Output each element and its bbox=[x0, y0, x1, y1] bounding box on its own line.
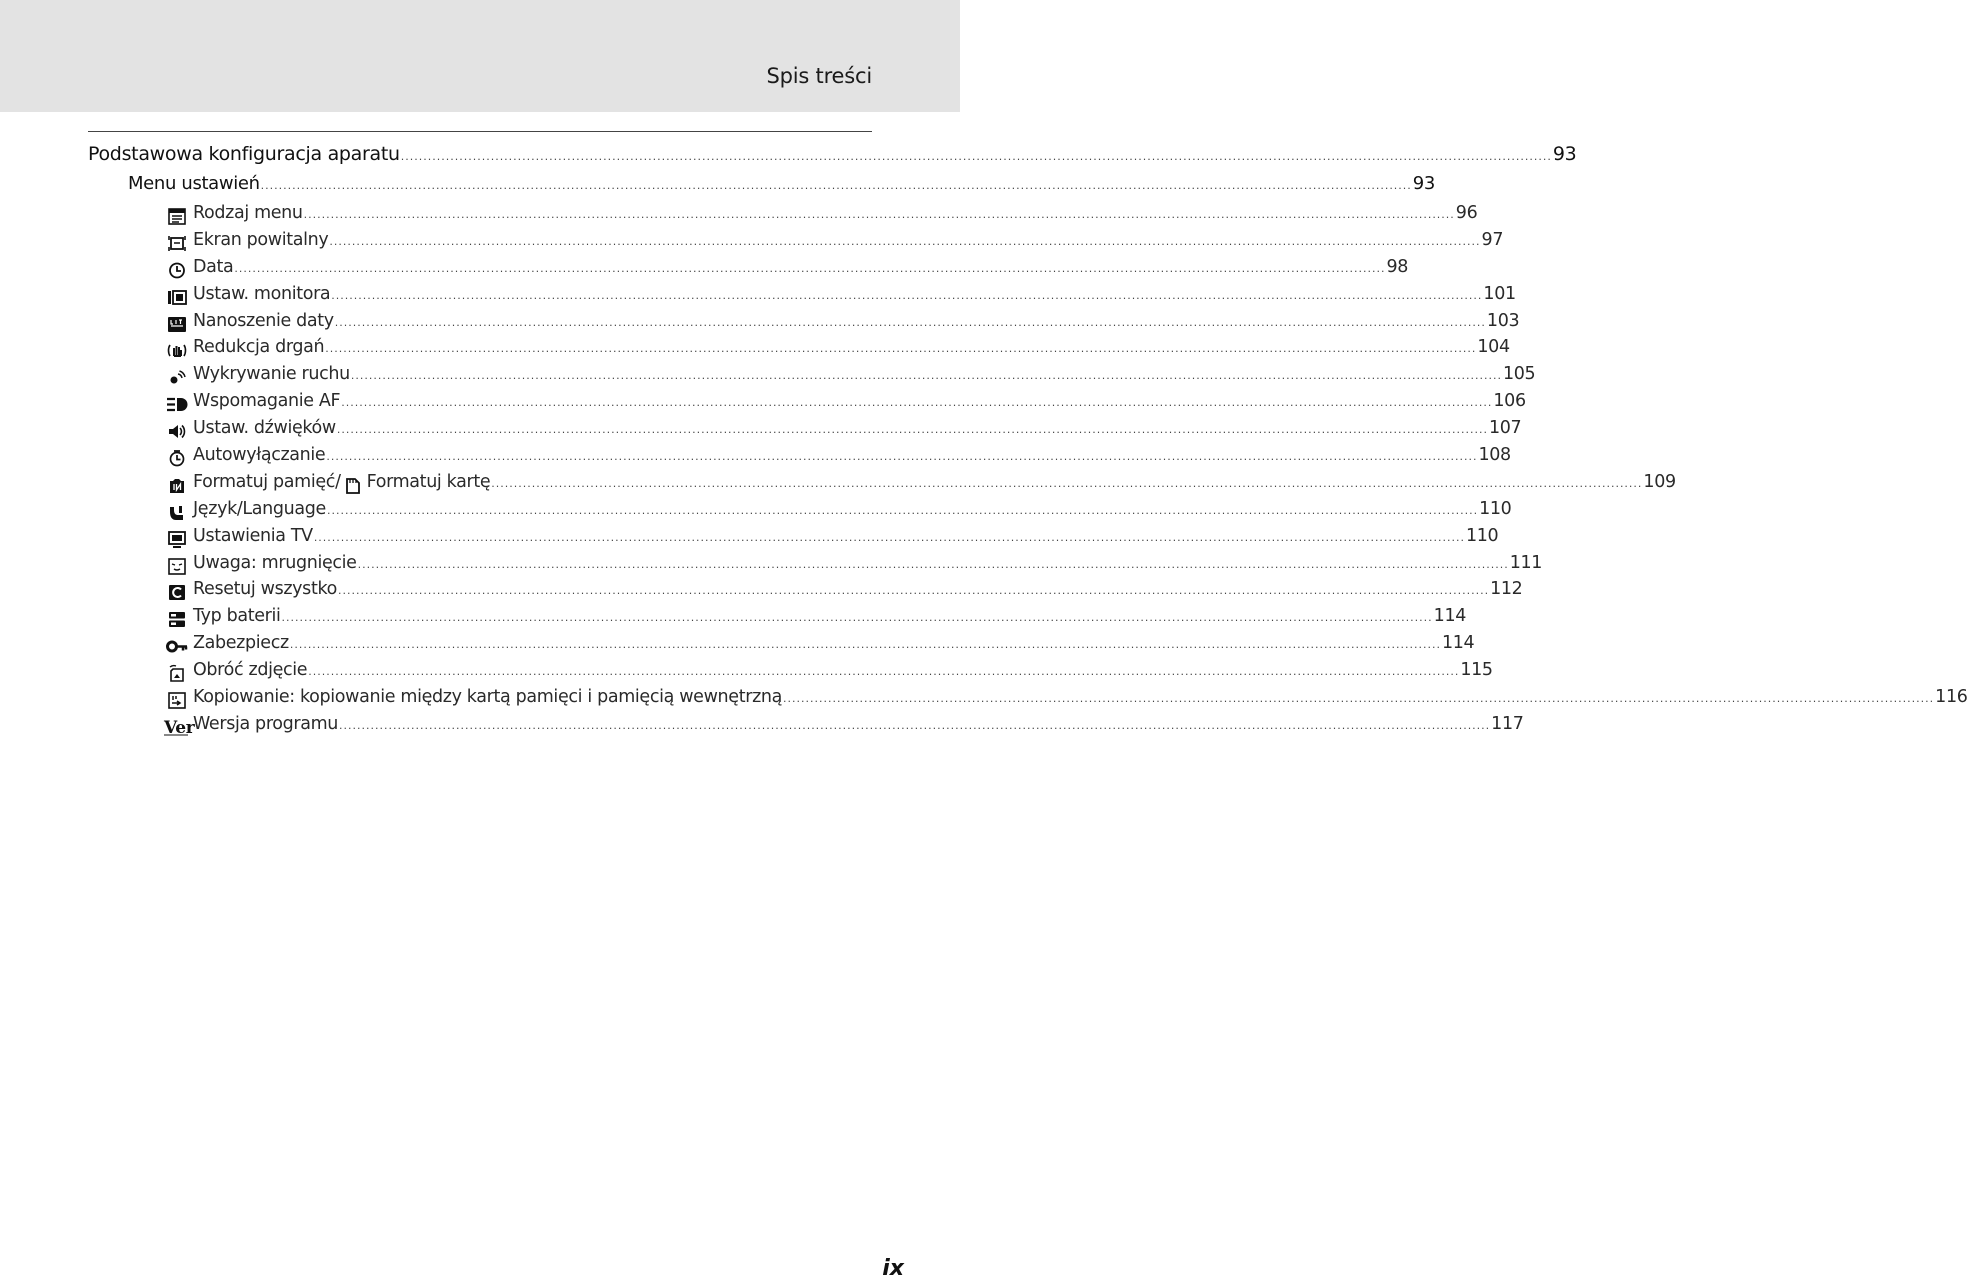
key-icon bbox=[167, 638, 187, 656]
leader-dots bbox=[783, 692, 1934, 705]
rotate-image-icon bbox=[167, 665, 187, 683]
toc-entry[interactable] bbox=[88, 364, 1536, 391]
copy-icon bbox=[167, 691, 187, 709]
toc-entry-page: 116 bbox=[1935, 687, 1968, 708]
toc-entries bbox=[88, 203, 1968, 741]
toc-subsection[interactable] bbox=[88, 173, 1436, 203]
toc-entry[interactable] bbox=[88, 713, 1524, 741]
leader-dots bbox=[491, 477, 1642, 490]
toc-entry-label: Typ baterii bbox=[193, 606, 281, 627]
toc-entry[interactable] bbox=[88, 633, 1475, 660]
toc-entry-page: 97 bbox=[1481, 229, 1504, 250]
toc-subsection-page: 93 bbox=[1412, 173, 1436, 194]
leader-dots bbox=[304, 208, 1455, 221]
table-of-contents bbox=[88, 143, 1968, 741]
leader-dots bbox=[341, 396, 1492, 409]
toc-entry-label: Autowyłączanie bbox=[193, 445, 326, 466]
leader-dots bbox=[331, 289, 1482, 302]
toc-entry[interactable] bbox=[88, 418, 1522, 445]
vibration-reduction-icon bbox=[167, 342, 187, 360]
toc-entry-page: 96 bbox=[1455, 203, 1478, 223]
toc-entry-page: 117 bbox=[1491, 713, 1524, 734]
toc-entry[interactable] bbox=[88, 229, 1504, 257]
leader-dots bbox=[290, 638, 1441, 651]
toc-entry[interactable] bbox=[88, 687, 1968, 714]
toc-entry-label: Ekran powitalny bbox=[193, 229, 329, 250]
toc-entry-page: 101 bbox=[1483, 283, 1516, 304]
reset-icon bbox=[167, 584, 187, 602]
toc-entry-label: Ustaw. monitora bbox=[193, 283, 331, 304]
toc-entry-label: Wersja programu bbox=[193, 713, 339, 734]
leader-dots bbox=[351, 369, 1502, 382]
toc-entry-page: 115 bbox=[1460, 660, 1493, 681]
blink-warning-icon bbox=[167, 557, 187, 575]
toc-entry[interactable] bbox=[88, 579, 1523, 606]
toc-entry[interactable] bbox=[88, 498, 1512, 526]
toc-entry-page: 110 bbox=[1479, 498, 1512, 519]
toc-entry[interactable] bbox=[88, 606, 1467, 633]
toc-entry-page: 106 bbox=[1493, 391, 1526, 412]
monitor-icon bbox=[167, 288, 187, 306]
toc-entry[interactable] bbox=[88, 391, 1526, 418]
toc-entry-page: 108 bbox=[1478, 445, 1511, 466]
toc-entry-label: Ustaw. dźwięków bbox=[193, 418, 336, 439]
toc-entry[interactable] bbox=[88, 283, 1516, 311]
toc-section[interactable] bbox=[88, 143, 1577, 173]
toc-entry-label: Rodzaj menu bbox=[193, 203, 303, 223]
toc-section-page: 93 bbox=[1552, 143, 1577, 165]
leader-dots bbox=[326, 450, 1477, 463]
toc-entry[interactable] bbox=[88, 471, 1676, 499]
date-imprint-icon bbox=[167, 315, 187, 333]
toc-entry-page: 109 bbox=[1643, 471, 1676, 492]
leader-dots bbox=[401, 150, 1552, 163]
welcome-screen-icon bbox=[167, 234, 187, 252]
toc-entry-label: Obróć zdjęcie bbox=[193, 660, 308, 681]
speaker-icon bbox=[167, 423, 187, 441]
format-memory-icon bbox=[167, 476, 187, 494]
clock-icon bbox=[167, 261, 187, 279]
toc-entry-page: 104 bbox=[1477, 337, 1510, 358]
toc-entry-page: 114 bbox=[1433, 606, 1467, 627]
toc-entry-label-2: Formatuj kartę bbox=[366, 471, 491, 492]
toc-entry[interactable] bbox=[88, 660, 1493, 687]
leader-dots bbox=[234, 262, 1385, 275]
toc-section-label: Podstawowa konfiguracja aparatu bbox=[88, 143, 400, 165]
leader-dots bbox=[325, 342, 1476, 355]
toc-entry-page: 103 bbox=[1486, 310, 1520, 331]
leader-dots bbox=[337, 423, 1488, 436]
leader-dots bbox=[335, 316, 1486, 329]
header-title: Spis treści bbox=[766, 64, 872, 88]
header-band bbox=[0, 0, 960, 112]
toc-entry[interactable] bbox=[88, 203, 1478, 230]
toc-entry-label: Język/Language bbox=[193, 498, 326, 519]
toc-entry-label: Zabezpiecz bbox=[193, 633, 289, 654]
header-rule bbox=[88, 131, 872, 132]
leader-dots bbox=[338, 584, 1489, 597]
toc-subsection-label: Menu ustawień bbox=[128, 173, 260, 194]
toc-entry-label: Redukcja drgań bbox=[193, 337, 325, 358]
version-icon bbox=[164, 717, 195, 738]
auto-off-icon bbox=[167, 449, 187, 467]
toc-entry-page: 98 bbox=[1386, 256, 1409, 277]
toc-entry-label: Nanoszenie daty bbox=[193, 310, 334, 331]
toc-entry-page: 114 bbox=[1441, 633, 1475, 654]
toc-entry[interactable] bbox=[88, 337, 1510, 364]
toc-entry-label: Data bbox=[193, 256, 234, 277]
toc-entry-label: Formatuj pamięć/ bbox=[193, 471, 341, 492]
toc-entry-page: 112 bbox=[1490, 579, 1523, 600]
toc-entry-label: Ustawienia TV bbox=[193, 525, 313, 546]
leader-dots bbox=[327, 504, 1478, 517]
leader-dots bbox=[282, 611, 1433, 624]
toc-entry-page: 110 bbox=[1465, 525, 1499, 546]
leader-dots bbox=[329, 235, 1480, 248]
leader-dots bbox=[358, 558, 1509, 571]
toc-entry-label: Kopiowanie: kopiowanie między kartą pamięci i pamięcią wewnętrzną bbox=[193, 687, 783, 708]
toc-entry[interactable] bbox=[88, 552, 1543, 580]
battery-type-icon bbox=[167, 611, 187, 629]
svg-text:Ver: Ver bbox=[164, 717, 195, 738]
leader-dots bbox=[339, 719, 1490, 732]
motion-detection-icon bbox=[167, 369, 187, 387]
af-assist-icon bbox=[167, 396, 187, 414]
language-icon bbox=[167, 503, 187, 521]
toc-entry-label: Uwaga: mrugnięcie bbox=[193, 552, 357, 573]
toc-entry-page: 105 bbox=[1502, 364, 1536, 385]
leader-dots bbox=[314, 531, 1465, 544]
toc-entry-label: Resetuj wszystko bbox=[193, 579, 337, 600]
toc-entry-label: Wykrywanie ruchu bbox=[193, 364, 350, 385]
toc-entry-label: Wspomaganie AF bbox=[193, 391, 341, 412]
leader-dots bbox=[261, 179, 1412, 192]
tv-icon bbox=[167, 530, 187, 548]
toc-entry[interactable] bbox=[88, 256, 1409, 284]
page-folio: ix bbox=[882, 1256, 904, 1281]
toc-entry-page: 111 bbox=[1509, 552, 1543, 573]
toc-entry[interactable] bbox=[88, 445, 1511, 472]
format-card-icon bbox=[343, 476, 363, 494]
leader-dots bbox=[308, 665, 1459, 678]
toc-entry-page: 107 bbox=[1488, 418, 1522, 439]
toc-entry[interactable] bbox=[88, 310, 1520, 338]
toc-entry[interactable] bbox=[88, 525, 1499, 553]
menu-icon bbox=[167, 207, 187, 225]
